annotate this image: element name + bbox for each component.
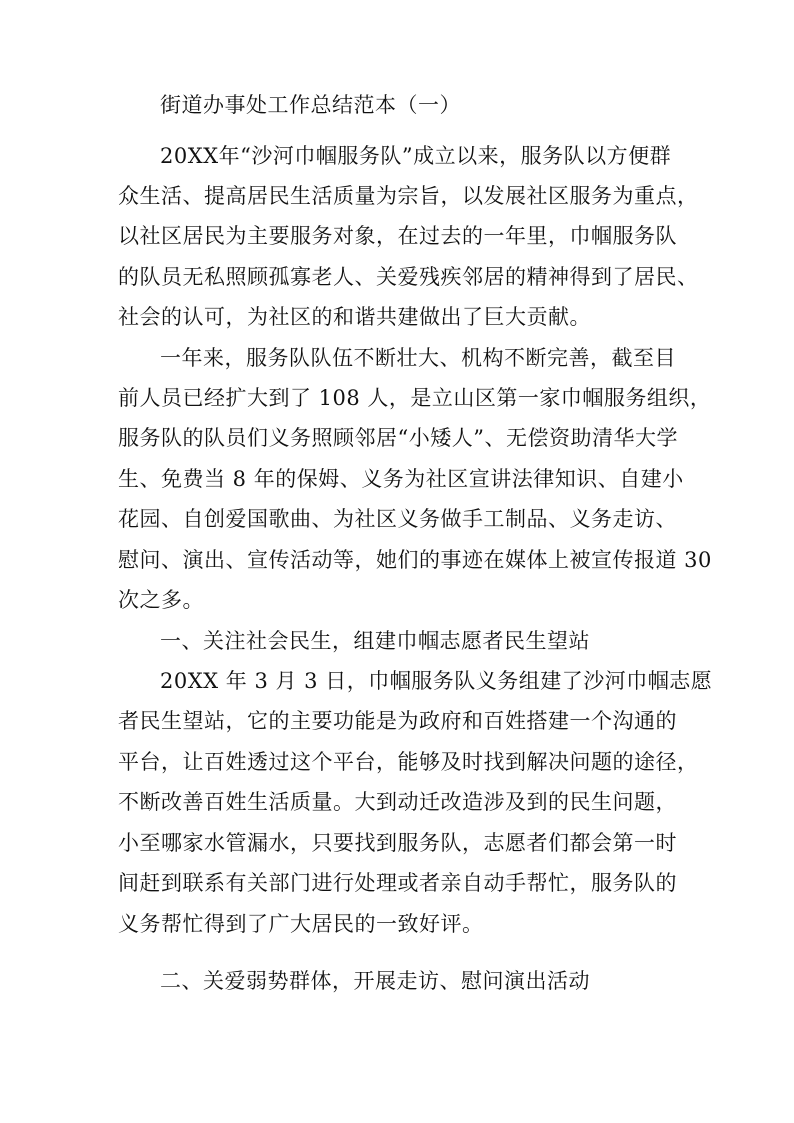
paragraph-line: 一年来，服务队队伍不断壮大、机构不断完善，截至目	[160, 346, 676, 370]
section-heading: 一、关注社会民生，组建巾帼志愿者民生望站	[160, 629, 590, 653]
paragraph-line: 的队员无私照顾孤寡老人、关爱残疾邻居的精神得到了居民、	[118, 265, 699, 289]
paragraph-line: 义务帮忙得到了广大居民的一致好评。	[118, 912, 484, 936]
paragraph-line: 不断改善百姓生活质量。大到动迁改造涉及到的民生问题，	[118, 790, 677, 814]
paragraph-line: 20XX 年 3 月 3 日，巾帼服务队义务组建了沙河巾帼志愿	[160, 669, 713, 693]
paragraph-line: 间赶到联系有关部门进行处理或者亲自动手帮忙，服务队的	[118, 871, 677, 895]
document-title: 街道办事处工作总结范本（一）	[160, 93, 461, 117]
paragraph-line: 服务队的队员们义务照顾邻居“小矮人”、无偿资助清华大学	[118, 426, 678, 450]
paragraph-line: 社会的认可，为社区的和谐共建做出了巨大贡献。	[118, 305, 591, 329]
paragraph-line: 次之多。	[118, 588, 204, 612]
paragraph-line: 以社区居民为主要服务对象，在过去的一年里，巾帼服务队	[118, 224, 677, 248]
paragraph-line: 生、免费当 8 年的保姆、义务为社区宣讲法律知识、自建小	[118, 467, 684, 491]
section-heading: 二、关爱弱势群体，开展走访、慰问演出活动	[160, 969, 590, 993]
paragraph-line: 花园、自创爱国歌曲、为社区义务做手工制品、义务走访、	[118, 507, 677, 531]
paragraph-line: 前人员已经扩大到了 108 人，是立山区第一家巾帼服务组织，	[118, 386, 712, 410]
paragraph-line: 平台，让百姓透过这个平台，能够及时找到解决问题的途径，	[118, 750, 699, 774]
paragraph-line: 者民生望站，它的主要功能是为政府和百姓搭建一个沟通的	[118, 709, 677, 733]
paragraph-line: 众生活、提高居民生活质量为宗旨，以发展社区服务为重点，	[118, 184, 699, 208]
paragraph-line: 20XX年“沙河巾帼服务队”成立以来，服务队以方便群	[160, 144, 672, 168]
paragraph-line: 慰问、演出、宣传活动等，她们的事迹在媒体上被宣传报道 30	[118, 548, 712, 572]
paragraph-line: 小至哪家水管漏水，只要找到服务队，志愿者们都会第一时	[118, 831, 677, 855]
